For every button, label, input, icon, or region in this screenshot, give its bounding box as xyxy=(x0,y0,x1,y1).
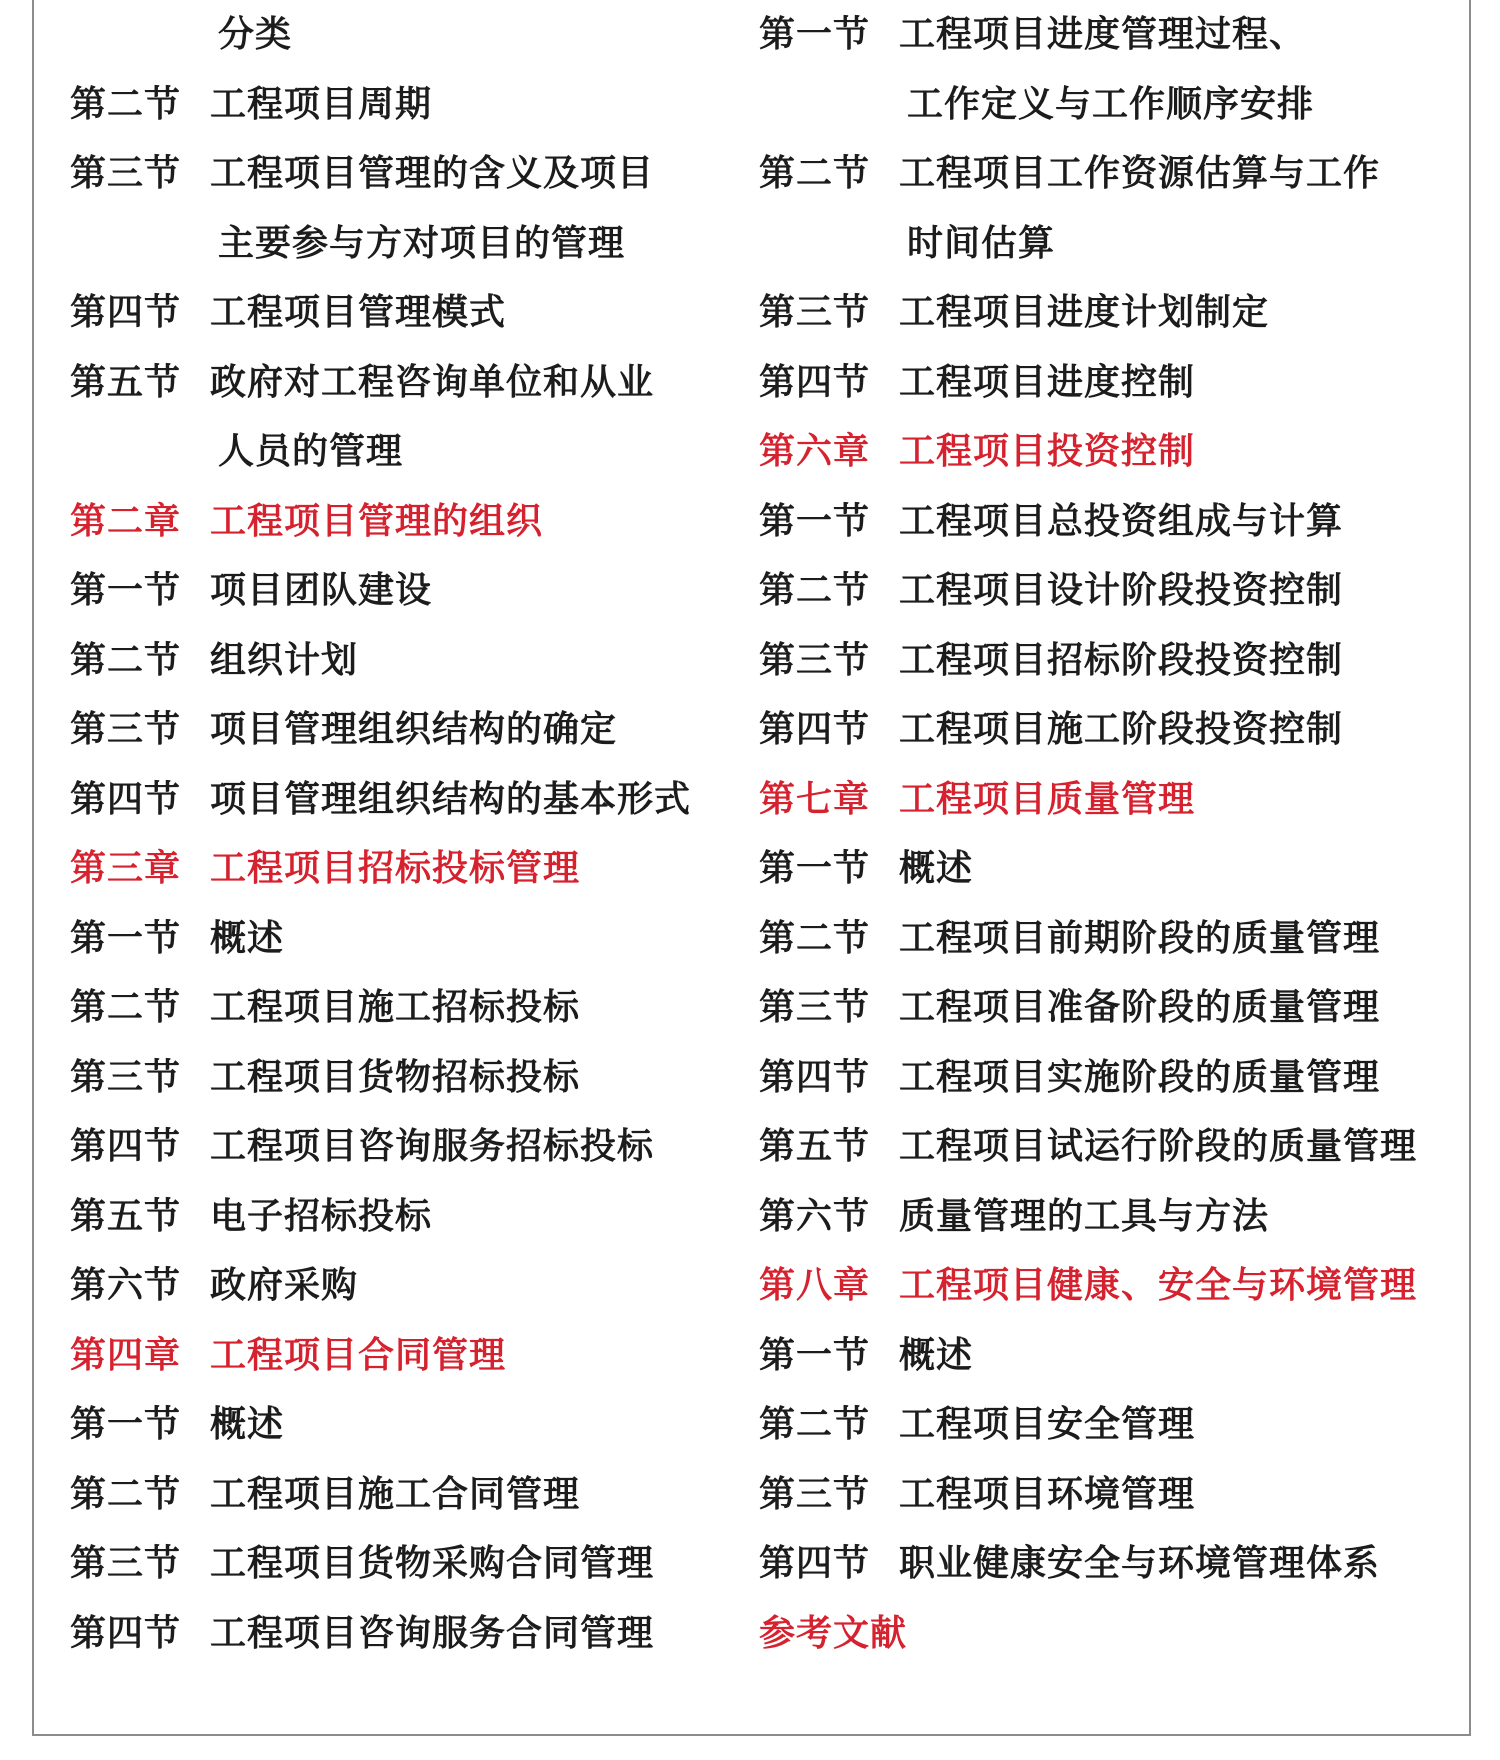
toc-section-line xyxy=(70,626,760,696)
section-number: 第二节 xyxy=(70,83,182,125)
toc-continuation-line xyxy=(70,417,760,487)
section-title: 项目管理组织结构的确定 xyxy=(210,709,618,750)
toc-section-line xyxy=(70,1390,760,1460)
section-number: 第四节 xyxy=(70,1126,182,1167)
section-number: 第三节 xyxy=(70,1056,182,1098)
section-title: 工程项目试运行阶段的质量管理 xyxy=(899,1126,1418,1167)
chapter-title: 工程项目招标投标管理 xyxy=(210,848,581,889)
toc-section-line xyxy=(70,1460,760,1530)
toc-continuation-line xyxy=(759,209,1464,279)
chapter-title: 工程项目健康、安全与环境管理 xyxy=(899,1265,1418,1306)
chapter-title: 工程项目合同管理 xyxy=(210,1334,507,1376)
section-number: 第四节 xyxy=(759,361,871,403)
section-number: 第一节 xyxy=(70,570,182,611)
toc-section-line xyxy=(70,1251,760,1321)
section-title: 项目团队建设 xyxy=(210,570,433,611)
section-title: 政府采购 xyxy=(210,1265,359,1306)
toc-page xyxy=(32,0,1471,1736)
section-number: 第四节 xyxy=(759,1543,871,1584)
section-title: 质量管理的工具与方法 xyxy=(899,1195,1270,1237)
section-number: 第三节 xyxy=(759,1473,871,1515)
toc-section-line xyxy=(70,1182,760,1252)
section-number: 第二节 xyxy=(759,917,871,959)
chapter-number: 第六章 xyxy=(759,431,871,472)
toc-chapter-line xyxy=(759,1251,1464,1321)
section-title: 工程项目施工阶段投资控制 xyxy=(899,709,1344,750)
toc-section-line xyxy=(759,1529,1464,1599)
section-title: 概述 xyxy=(210,1404,285,1445)
toc-chapter-line xyxy=(759,1599,1464,1669)
section-title: 工程项目施工招标投标 xyxy=(210,987,581,1028)
section-title: 组织计划 xyxy=(210,639,359,681)
toc-entry-title: 人员的管理 xyxy=(218,431,404,472)
toc-section-line xyxy=(70,765,760,835)
section-title: 概述 xyxy=(210,917,285,959)
section-title: 工程项目管理的含义及项目 xyxy=(210,153,655,194)
section-title: 工程项目周期 xyxy=(210,83,433,125)
section-number: 第五节 xyxy=(70,361,182,403)
section-title: 工程项目工作资源估算与工作 xyxy=(899,153,1381,194)
toc-entry-title: 主要参与方对项目的管理 xyxy=(218,222,626,264)
section-title: 工程项目进度控制 xyxy=(899,361,1196,403)
toc-section-line xyxy=(70,70,760,140)
chapter-title: 工程项目质量管理 xyxy=(899,778,1196,820)
section-number: 第四节 xyxy=(70,292,182,333)
section-title: 工程项目施工合同管理 xyxy=(210,1473,581,1515)
toc-section-line xyxy=(759,0,1464,70)
toc-section-line xyxy=(759,973,1464,1043)
section-title: 工程项目总投资组成与计算 xyxy=(899,500,1344,542)
toc-section-line xyxy=(759,904,1464,974)
toc-section-line xyxy=(759,1460,1464,1530)
section-title: 工程项目环境管理 xyxy=(899,1473,1196,1515)
section-title: 工程项目前期阶段的质量管理 xyxy=(899,917,1381,959)
toc-section-line xyxy=(70,1529,760,1599)
section-title: 概述 xyxy=(899,848,974,889)
chapter-title: 工程项目投资控制 xyxy=(899,431,1196,472)
section-title: 工程项目进度计划制定 xyxy=(899,292,1270,333)
section-number: 第一节 xyxy=(759,500,871,542)
toc-entry-title: 分类 xyxy=(218,14,293,55)
toc-section-line xyxy=(70,348,760,418)
toc-section-line xyxy=(70,278,760,348)
section-number: 第三节 xyxy=(759,292,871,333)
section-number: 第四节 xyxy=(70,778,182,820)
section-number: 第一节 xyxy=(70,1404,182,1445)
toc-right-column xyxy=(759,0,1464,1668)
section-number: 第三节 xyxy=(759,639,871,681)
section-number: 第六节 xyxy=(70,1265,182,1306)
toc-section-line xyxy=(759,348,1464,418)
section-title: 项目管理组织结构的基本形式 xyxy=(210,778,692,820)
toc-section-line xyxy=(759,834,1464,904)
toc-chapter-line xyxy=(70,834,760,904)
chapter-number: 第七章 xyxy=(759,778,871,820)
section-title: 政府对工程咨询单位和从业 xyxy=(210,361,655,403)
section-number: 第二节 xyxy=(759,1404,871,1445)
section-number: 第一节 xyxy=(759,14,871,55)
toc-section-line xyxy=(759,1321,1464,1391)
section-number: 第二节 xyxy=(70,987,182,1028)
toc-chapter-line xyxy=(759,765,1464,835)
section-number: 第四节 xyxy=(70,1612,182,1654)
toc-section-line xyxy=(759,1043,1464,1113)
toc-section-line xyxy=(759,626,1464,696)
section-number: 第二节 xyxy=(70,639,182,681)
section-title: 工程项目货物招标投标 xyxy=(210,1056,581,1098)
section-title: 工程项目招标阶段投资控制 xyxy=(899,639,1344,681)
toc-section-line xyxy=(70,695,760,765)
toc-chapter-line xyxy=(70,487,760,557)
section-title: 工程项目设计阶段投资控制 xyxy=(899,570,1344,611)
section-title: 职业健康安全与环境管理体系 xyxy=(899,1543,1381,1584)
toc-continuation-line xyxy=(70,209,760,279)
section-number: 第二节 xyxy=(759,570,871,611)
toc-section-line xyxy=(70,973,760,1043)
chapter-number: 第四章 xyxy=(70,1334,182,1376)
section-title: 工程项目咨询服务合同管理 xyxy=(210,1612,655,1654)
section-number: 第三节 xyxy=(70,1543,182,1584)
toc-section-line xyxy=(759,556,1464,626)
toc-continuation-line xyxy=(70,0,760,70)
toc-entry-title: 工作定义与工作顺序安排 xyxy=(907,83,1315,125)
section-number: 第一节 xyxy=(70,917,182,959)
toc-continuation-line xyxy=(759,70,1464,140)
section-number: 第五节 xyxy=(759,1126,871,1167)
section-number: 第四节 xyxy=(759,1056,871,1098)
toc-chapter-line xyxy=(70,1321,760,1391)
section-title: 电子招标投标 xyxy=(210,1195,433,1237)
section-number: 第五节 xyxy=(70,1195,182,1237)
toc-section-line xyxy=(70,1112,760,1182)
section-title: 工程项目管理模式 xyxy=(210,292,507,333)
chapter-number: 第三章 xyxy=(70,848,182,889)
section-number: 第二节 xyxy=(759,153,871,194)
section-number: 第六节 xyxy=(759,1195,871,1237)
toc-section-line xyxy=(70,1043,760,1113)
section-title: 工程项目实施阶段的质量管理 xyxy=(899,1056,1381,1098)
section-number: 第三节 xyxy=(70,709,182,750)
section-title: 工程项目咨询服务招标投标 xyxy=(210,1126,655,1167)
toc-section-line xyxy=(759,278,1464,348)
toc-section-line xyxy=(759,487,1464,557)
toc-section-line xyxy=(70,1599,760,1669)
toc-section-line xyxy=(759,695,1464,765)
section-number: 第三节 xyxy=(759,987,871,1028)
toc-chapter-line xyxy=(759,417,1464,487)
toc-section-line xyxy=(70,556,760,626)
toc-section-line xyxy=(759,1182,1464,1252)
chapter-number: 第二章 xyxy=(70,500,182,542)
section-number: 第二节 xyxy=(70,1473,182,1515)
toc-section-line xyxy=(759,1112,1464,1182)
section-title: 工程项目安全管理 xyxy=(899,1404,1196,1445)
section-title: 工程项目准备阶段的质量管理 xyxy=(899,987,1381,1028)
section-title: 工程项目进度管理过程、 xyxy=(899,14,1307,55)
chapter-title: 工程项目管理的组织 xyxy=(210,500,544,542)
toc-section-line xyxy=(70,904,760,974)
section-number: 第一节 xyxy=(759,848,871,889)
toc-left-column xyxy=(70,0,760,1668)
toc-section-line xyxy=(759,139,1464,209)
section-title: 概述 xyxy=(899,1334,974,1376)
chapter-number: 第八章 xyxy=(759,1265,871,1306)
section-number: 第一节 xyxy=(759,1334,871,1376)
section-number: 第三节 xyxy=(70,153,182,194)
toc-entry-title: 时间估算 xyxy=(907,222,1056,264)
section-number: 第四节 xyxy=(759,709,871,750)
section-title: 工程项目货物采购合同管理 xyxy=(210,1543,655,1584)
chapter-number: 参考文献 xyxy=(759,1612,908,1654)
toc-section-line xyxy=(70,139,760,209)
toc-section-line xyxy=(759,1390,1464,1460)
